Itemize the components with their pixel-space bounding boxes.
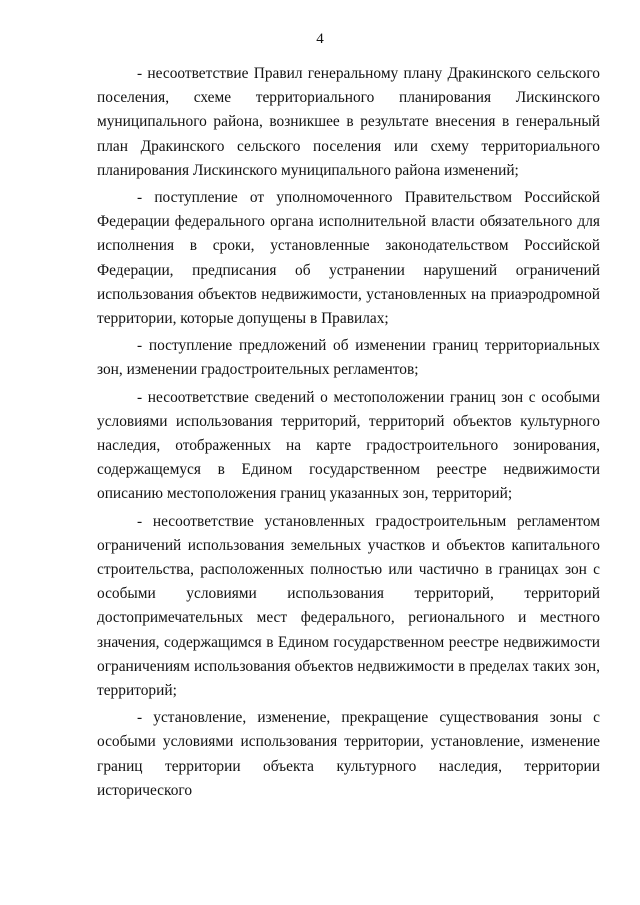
- page-number: 4: [316, 31, 324, 47]
- document-body: [97, 62, 600, 806]
- paragraph-general-plan-mismatch: - несоответствие Правил генеральному плану Дракинского сельского поселения, схеме территориального планирования Лискинского муниципального района, возникшее в результате внесения в генеральный план Дракинского сельского поселения или схему территориального планирования Лискинского муниципального района изменений;: [97, 65, 600, 179]
- paragraph-federal-order: - поступление от уполномоченного Правительством Российской Федерации федерального органа исполнительной власти обязательного для исполнения в сроки, установленные законодательством Российской Федерации, предписания об устранении нарушений ограничений использования объектов недвижимости, установленных на приаэродромной территории, которые допущены в Правилах;: [97, 189, 600, 328]
- paragraph-zone-change-proposals: - поступление предложений об изменении границ территориальных зон, изменении градостроительных регламентов;: [97, 337, 600, 379]
- paragraph-zone-establishment: - установление, изменение, прекращение существования зоны с особыми условиями использования территории, установление, изменение границ территории объекта культурного наследия, территории исторического: [97, 709, 600, 799]
- paragraph-boundary-info-mismatch: - несоответствие сведений о местоположении границ зон с особыми условиями использования территорий, территорий объектов культурного наследия, отображенных на карте градостроительного зонирования, содержащемуся в Едином государственном реестре недвижимости описанию местоположения границ указанных зон, территорий;: [97, 388, 600, 503]
- paragraph-restrictions-mismatch: - несоответствие установленных градостроительным регламентом ограничений использования земельных участков и объектов капитального строительства, расположенных полностью или частично в границах зон с особыми условиями использования территорий, территорий достопримечательных мест федерального, регионального и местного значения, содержащимся в Едином государственном реестре недвижимости ограничениям использования объектов недвижимости в пределах таких зон, территорий;: [97, 512, 600, 700]
